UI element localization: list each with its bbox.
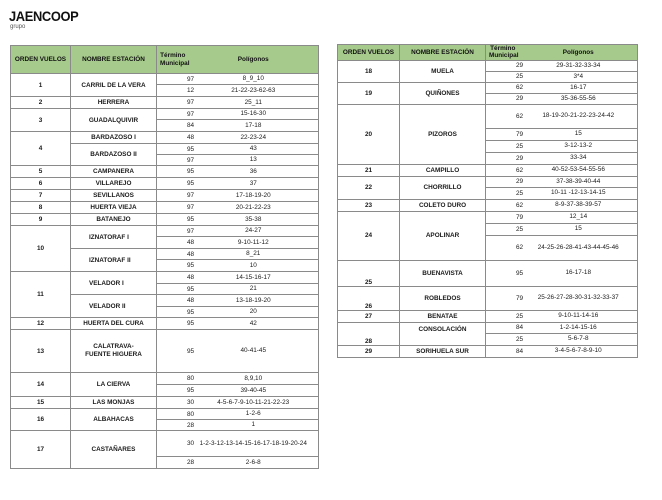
poly-cell: 15	[520, 223, 638, 235]
station-cell: HERRERA	[71, 97, 157, 109]
order-cell: 4	[11, 132, 71, 166]
station-cell: BARDAZOSO II	[71, 144, 157, 166]
station-cell: ALBAHACAS	[71, 409, 157, 431]
term-cell: 12	[157, 85, 189, 97]
station-cell: APOLINAR	[400, 211, 486, 260]
term-cell: 95	[486, 260, 520, 286]
station-cell: MUELA	[400, 60, 486, 82]
order-cell: 7	[11, 190, 71, 202]
term-cell: 25	[486, 223, 520, 235]
term-cell: 80	[157, 409, 189, 420]
table-row	[11, 190, 319, 202]
station-cell: IZNATORAF II	[71, 249, 157, 272]
table-header-row	[338, 45, 638, 61]
term-cell: 48	[157, 295, 189, 307]
term-cell: 95	[157, 330, 189, 373]
poly-cell: 16-17	[520, 82, 638, 93]
term-cell: 80	[157, 373, 189, 385]
poly-cell: 35-38	[189, 214, 319, 226]
poly-cell: 17-18	[189, 120, 319, 132]
order-cell: 16	[11, 409, 71, 431]
term-cell: 48	[157, 132, 189, 144]
order-cell: 28	[338, 322, 400, 345]
station-cell: VILLAREJO	[71, 178, 157, 190]
term-cell: 95	[157, 318, 189, 330]
station-cell: HUERTA DEL CURA	[71, 318, 157, 330]
station-cell: PIZOROS	[400, 104, 486, 164]
poly-cell: 1-2-3-12-13-14-15-16-17-18-19-20-24	[189, 431, 319, 457]
term-cell: 97	[157, 155, 189, 166]
station-cell: LAS MONJAS	[71, 397, 157, 409]
poly-cell: 3-4-5-6-7-8-9-10	[520, 345, 638, 357]
poly-cell: 8_9_10	[189, 74, 319, 85]
term-cell: 48	[157, 249, 189, 260]
station-cell: CARRIL DE LA VERA	[71, 74, 157, 97]
poly-cell: 13-18-19-20	[189, 295, 319, 307]
poly-cell: 24-27	[189, 226, 319, 237]
term-cell: 97	[157, 97, 189, 109]
order-cell: 8	[11, 202, 71, 214]
station-cell: QUIÑONES	[400, 82, 486, 104]
table-row	[338, 82, 638, 93]
table-row	[11, 272, 319, 284]
term-cell: 29	[486, 176, 520, 187]
header-poly: Polígonos	[189, 46, 319, 74]
term-cell: 84	[157, 120, 189, 132]
poly-cell: 3*4	[520, 71, 638, 82]
station-cell: SEVILLANOS	[71, 190, 157, 202]
header-station: NOMBRE ESTACIÓN	[400, 45, 486, 61]
station-cell: CAMPANERA	[71, 166, 157, 178]
poly-cell: 17-18-19-20	[189, 190, 319, 202]
poly-cell: 9-10-11-14-16	[520, 310, 638, 322]
table-header-row	[11, 46, 319, 74]
table-row	[338, 104, 638, 128]
term-cell: 25	[486, 140, 520, 152]
order-cell: 9	[11, 214, 71, 226]
term-cell: 95	[157, 307, 189, 318]
order-cell: 3	[11, 109, 71, 132]
poly-cell: 8,9,10	[189, 373, 319, 385]
poly-cell: 18-19-20-21-22-23-24-42	[520, 104, 638, 128]
poly-cell: 22-23-24	[189, 132, 319, 144]
flight-order-table-left	[10, 45, 319, 469]
poly-cell: 40-41-45	[189, 330, 319, 373]
order-cell: 26	[338, 286, 400, 310]
logo-subtitle: grupo	[10, 24, 26, 30]
term-cell: 84	[486, 345, 520, 357]
poly-cell: 12_14	[520, 211, 638, 223]
station-cell: LA CIERVA	[71, 373, 157, 397]
station-cell: VELADOR II	[71, 295, 157, 318]
station-cell: VELADOR I	[71, 272, 157, 295]
order-cell: 11	[11, 272, 71, 318]
logo	[9, 9, 84, 30]
table-row	[11, 397, 319, 409]
poly-cell: 1	[189, 420, 319, 431]
poly-cell: 15-16-30	[189, 109, 319, 120]
order-cell: 6	[11, 178, 71, 190]
term-cell: 84	[486, 322, 520, 333]
poly-cell: 33-34	[520, 152, 638, 164]
term-cell: 28	[157, 457, 189, 469]
poly-cell: 25-26-27-28-30-31-32-33-37	[520, 286, 638, 310]
table-row	[338, 199, 638, 211]
order-cell: 20	[338, 104, 400, 164]
term-cell: 97	[157, 109, 189, 120]
station-cell: CHORRILLO	[400, 176, 486, 199]
term-cell: 95	[157, 166, 189, 178]
poly-cell: 14-15-16-17	[189, 272, 319, 284]
order-cell: 24	[338, 211, 400, 260]
table-row	[338, 345, 638, 357]
poly-cell: 29-31-32-33-34	[520, 60, 638, 71]
term-cell: 28	[157, 420, 189, 431]
order-cell: 5	[11, 166, 71, 178]
term-cell: 25	[486, 310, 520, 322]
poly-cell: 16-17-18	[520, 260, 638, 286]
term-cell: 30	[157, 397, 189, 409]
poly-cell: 21	[189, 284, 319, 295]
order-cell: 21	[338, 164, 400, 176]
order-cell: 19	[338, 82, 400, 104]
table-row	[338, 310, 638, 322]
table-row	[338, 60, 638, 71]
order-cell: 25	[338, 260, 400, 286]
station-cell: ROBLEDOS	[400, 286, 486, 310]
term-cell: 95	[157, 260, 189, 272]
station-cell: HUERTA VIEJA	[71, 202, 157, 214]
order-cell: 14	[11, 373, 71, 397]
poly-cell: 5-6-7-8	[520, 333, 638, 345]
table-row	[338, 164, 638, 176]
term-cell: 62	[486, 164, 520, 176]
table-row	[338, 322, 638, 333]
poly-cell: 1-2-6	[189, 409, 319, 420]
poly-cell: 3-12-13-2	[520, 140, 638, 152]
order-cell: 12	[11, 318, 71, 330]
term-cell: 48	[157, 237, 189, 249]
header-poly: Polígonos	[520, 45, 638, 61]
order-cell: 17	[11, 431, 71, 469]
term-cell: 95	[157, 214, 189, 226]
poly-cell: 37	[189, 178, 319, 190]
term-cell: 79	[486, 211, 520, 223]
term-cell: 79	[486, 286, 520, 310]
station-cell: CALATRAVA- FUENTE HIGUERA	[71, 330, 157, 373]
station-cell: CASTAÑARES	[71, 431, 157, 469]
term-cell: 30	[157, 431, 189, 457]
table-row	[11, 202, 319, 214]
table-row	[11, 178, 319, 190]
station-cell: COLETO DURO	[400, 199, 486, 211]
station-cell: SORIHUELA SUR	[400, 345, 486, 357]
poly-cell: 4-5-6-7-9-10-11-21-22-23	[189, 397, 319, 409]
term-cell: 62	[486, 104, 520, 128]
logo-wordmark: JAENCOOP	[9, 8, 79, 24]
term-cell: 25	[486, 71, 520, 82]
poly-cell: 9-10-11-12	[189, 237, 319, 249]
order-cell: 13	[11, 330, 71, 373]
term-cell: 95	[157, 284, 189, 295]
table-row	[11, 226, 319, 237]
poly-cell: 8_21	[189, 249, 319, 260]
table-row	[338, 176, 638, 187]
table-row	[11, 373, 319, 385]
term-cell: 29	[486, 60, 520, 71]
table-row	[338, 211, 638, 223]
station-cell: BATANEJO	[71, 214, 157, 226]
poly-cell: 20	[189, 307, 319, 318]
order-cell: 22	[338, 176, 400, 199]
term-cell: 79	[486, 128, 520, 140]
term-cell: 97	[157, 74, 189, 85]
station-cell: CAMPILLO	[400, 164, 486, 176]
poly-cell: 15	[520, 128, 638, 140]
station-cell: BARDAZOSO I	[71, 132, 157, 144]
poly-cell: 25_11	[189, 97, 319, 109]
term-cell: 97	[157, 190, 189, 202]
term-cell: 62	[486, 199, 520, 211]
header-order: ORDEN VUELOS	[11, 46, 71, 74]
header-order: ORDEN VUELOS	[338, 45, 400, 61]
order-cell: 15	[11, 397, 71, 409]
table-row	[11, 330, 319, 373]
station-cell: GUADALQUIVIR	[71, 109, 157, 132]
header-station: NOMBRE ESTACIÓN	[71, 46, 157, 74]
table-row	[11, 431, 319, 457]
poly-cell: 1-2-14-15-16	[520, 322, 638, 333]
poly-cell: 36	[189, 166, 319, 178]
order-cell: 27	[338, 310, 400, 322]
station-cell: CONSOLACIÓN	[400, 322, 486, 345]
order-cell: 29	[338, 345, 400, 357]
table-row	[11, 132, 319, 144]
table-row	[11, 166, 319, 178]
term-cell: 29	[486, 93, 520, 104]
order-cell: 23	[338, 199, 400, 211]
poly-cell: 20-21-22-23	[189, 202, 319, 214]
table-row	[11, 97, 319, 109]
table-row	[338, 260, 638, 286]
term-cell: 95	[157, 385, 189, 397]
poly-cell: 35-36-55-56	[520, 93, 638, 104]
poly-cell: 40-52-53-54-55-56	[520, 164, 638, 176]
table-row	[11, 409, 319, 420]
order-cell: 2	[11, 97, 71, 109]
term-cell: 95	[157, 144, 189, 155]
term-cell: 62	[486, 82, 520, 93]
poly-cell: 8-9-37-38-39-57	[520, 199, 638, 211]
poly-cell: 13	[189, 155, 319, 166]
order-cell: 1	[11, 74, 71, 97]
poly-cell: 39-40-45	[189, 385, 319, 397]
poly-cell: 2-6-8	[189, 457, 319, 469]
term-cell: 97	[157, 202, 189, 214]
header-term: Término Municipal	[486, 45, 520, 61]
poly-cell: 37-38-39-40-44	[520, 176, 638, 187]
term-cell: 62	[486, 235, 520, 260]
term-cell: 97	[157, 226, 189, 237]
term-cell: 25	[486, 187, 520, 199]
station-cell: BENATAE	[400, 310, 486, 322]
table-row	[11, 109, 319, 120]
term-cell: 25	[486, 333, 520, 345]
station-cell: IZNATORAF I	[71, 226, 157, 249]
flight-order-table-right	[337, 44, 638, 358]
table-row	[338, 286, 638, 310]
order-cell: 18	[338, 60, 400, 82]
poly-cell: 10-11 -12-13-14-15	[520, 187, 638, 199]
station-cell: BUENAVISTA	[400, 260, 486, 286]
table-row	[11, 318, 319, 330]
poly-cell: 10	[189, 260, 319, 272]
term-cell: 48	[157, 272, 189, 284]
poly-cell: 42	[189, 318, 319, 330]
table-row	[11, 74, 319, 85]
term-cell: 95	[157, 178, 189, 190]
term-cell: 29	[486, 152, 520, 164]
header-term: Término Municipal	[157, 46, 189, 74]
order-cell: 10	[11, 226, 71, 272]
table-row	[11, 214, 319, 226]
poly-cell: 24-25-26-28-41-43-44-45-46	[520, 235, 638, 260]
poly-cell: 43	[189, 144, 319, 155]
poly-cell: 21-22-23-62-63	[189, 85, 319, 97]
